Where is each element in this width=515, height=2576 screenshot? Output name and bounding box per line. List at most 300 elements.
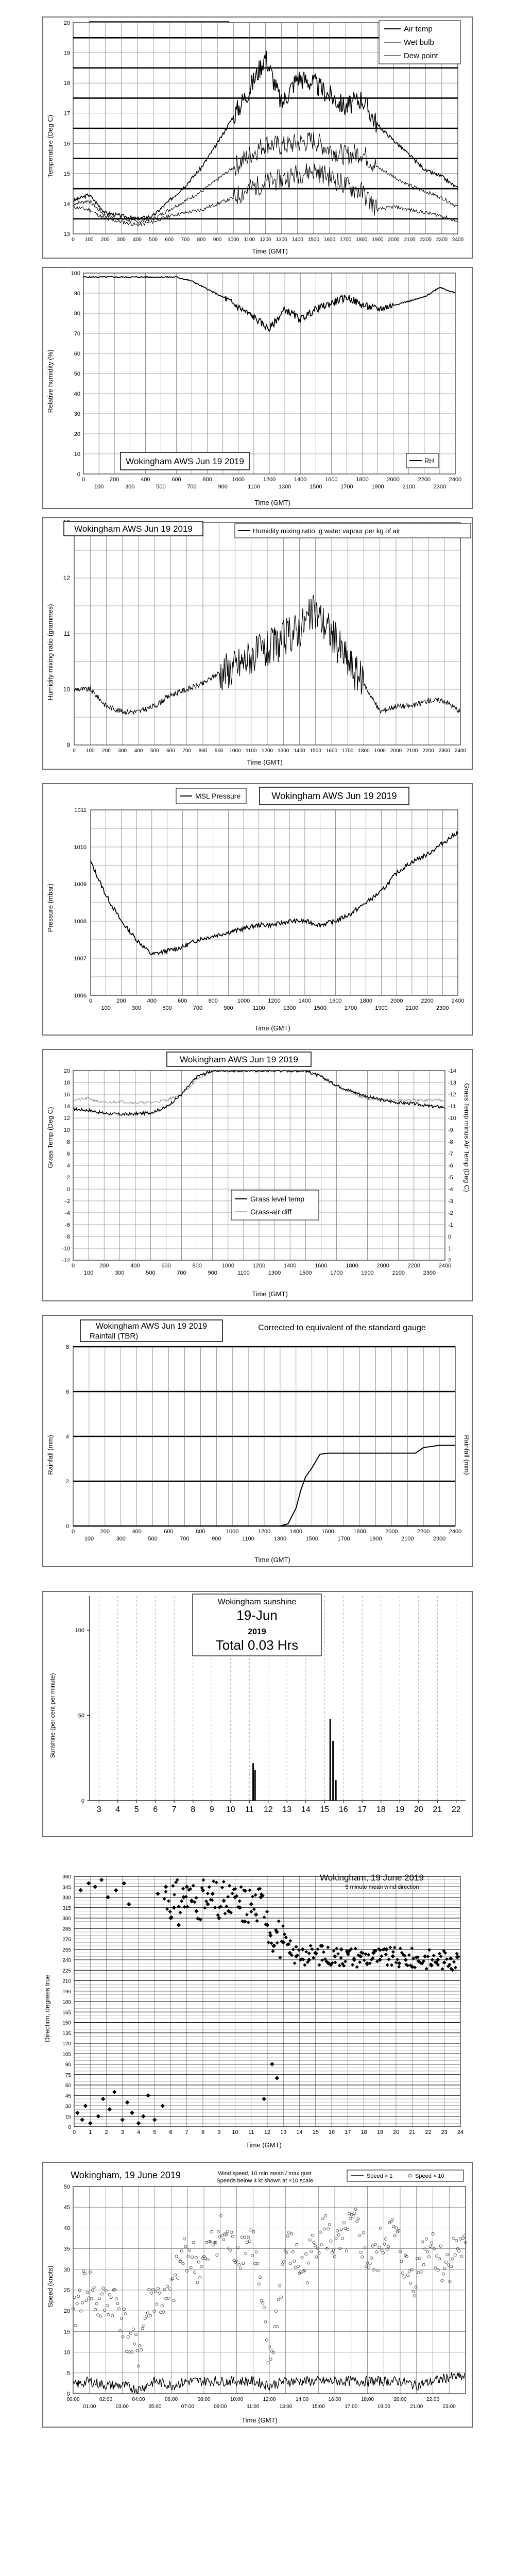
y-tick-label-right: -10	[448, 1115, 456, 1122]
x-tick-label: 05:00	[148, 2404, 162, 2410]
x-tick-label: 8	[201, 2129, 205, 2136]
y-tick-label: 0	[81, 1798, 84, 1804]
y-tick-label: 12	[63, 1115, 70, 1122]
x-tick-label: 2100	[406, 748, 418, 754]
x-tick-label: 1900	[374, 748, 386, 754]
x-tick-label: 1600	[325, 748, 338, 754]
temperature-chart	[43, 18, 472, 258]
y-tick-label: 40	[63, 2225, 70, 2232]
y-tick-label: 50	[74, 371, 80, 377]
x-tick-label: 20	[414, 1805, 423, 1814]
y-tick-label: -6	[65, 1222, 70, 1228]
x-tick-label: 300	[131, 1005, 142, 1011]
legend-wet-bulb: Wet bulb	[404, 38, 434, 47]
x-tick-label: 800	[202, 477, 212, 483]
pressure-chart	[43, 784, 472, 1035]
y-tick-label: 50	[78, 1713, 84, 1719]
x-tick-label: 11	[248, 2129, 254, 2136]
x-tick-label: 1000	[237, 998, 250, 1004]
x-tick-label: 1400	[291, 237, 303, 243]
y-tick-label: -2	[65, 1198, 70, 1205]
chart-title: Wokingham, 19 June 2019	[71, 2170, 181, 2180]
x-tick-label: 1200	[263, 477, 276, 483]
x-tick-label: 1400	[298, 998, 312, 1004]
x-tick-label: 2400	[449, 477, 462, 483]
x-tick-label: 10:00	[230, 2397, 244, 2402]
x-tick-label: 700	[193, 1005, 203, 1011]
y-tick-label: 5	[66, 2370, 70, 2377]
y-tick-label-right: -5	[448, 1175, 453, 1181]
y-axis-label: Grass Temp (Deg C)	[46, 1107, 54, 1168]
x-axis-label: Time (GMT)	[242, 2416, 278, 2424]
x-tick-label: 13	[282, 1805, 292, 1814]
y-tick-label: 20	[74, 431, 80, 437]
x-tick-label: 1700	[340, 484, 353, 490]
y-axis-label: Temperature (Deg C)	[46, 114, 54, 178]
chart-title: Wokingham AWS Jun 19 2019	[271, 791, 397, 801]
x-tick-label: 800	[196, 1529, 205, 1535]
x-tick-label: 5	[134, 1805, 139, 1814]
y-tick-label: 19	[63, 50, 70, 57]
x-tick-label: 2400	[438, 1263, 452, 1269]
x-tick-label: 2300	[433, 484, 447, 490]
x-tick-label: 1900	[361, 1270, 374, 1276]
y-tick-label: -10	[62, 1246, 70, 1252]
x-tick-label: 800	[208, 998, 218, 1004]
y-tick-label-right: -1	[448, 1222, 453, 1228]
x-tick-label: 2000	[376, 1263, 389, 1269]
y-tick-label: 255	[62, 1947, 71, 1953]
y-tick-label-right: 2	[448, 1258, 452, 1264]
x-tick-label: 15	[312, 2129, 319, 2136]
x-tick-label: 1700	[337, 1536, 350, 1542]
x-tick-label: 1200	[261, 748, 273, 754]
x-tick-label: 1600	[315, 1263, 328, 1269]
x-tick-label: 900	[224, 1005, 233, 1011]
x-tick-label: 22:00	[426, 2397, 440, 2402]
y-tick-label: 1010	[74, 844, 87, 851]
x-tick-label: 1200	[260, 237, 271, 243]
x-axis-label: Time (GMT)	[254, 1556, 290, 1564]
y-tick-label: 0	[66, 1187, 70, 1193]
x-tick-label: 500	[162, 1005, 172, 1011]
y-tick-label: 1009	[74, 882, 87, 888]
x-tick-label: 1500	[314, 1005, 327, 1011]
y-tick-label: 0	[66, 2391, 70, 2397]
x-tick-label: 2200	[420, 237, 432, 243]
x-tick-label: 2100	[404, 237, 416, 243]
y-tick-label-right: -3	[448, 1198, 453, 1205]
x-tick-label: 12:00	[263, 2397, 276, 2402]
x-tick-label: 1800	[356, 237, 368, 243]
legend-dew-point: Dew point	[404, 52, 438, 60]
x-tick-label: 2200	[417, 1529, 430, 1535]
x-tick-label: 2000	[390, 748, 402, 754]
chart-subtitle: 5 minute mean wind direction	[345, 1884, 419, 1890]
x-tick-label: 15:00	[312, 2404, 325, 2410]
x-tick-label: 1900	[369, 1536, 382, 1542]
x-tick-label: 200	[100, 237, 110, 243]
x-tick-label: 300	[116, 1536, 126, 1542]
x-tick-label: 900	[214, 748, 224, 754]
x-tick-label: 6	[169, 2129, 173, 2136]
x-tick-label: 1700	[330, 1270, 343, 1276]
x-tick-label: 6	[153, 1805, 158, 1814]
y-tick-label: 40	[74, 391, 80, 397]
x-tick-label: 17	[345, 2129, 351, 2136]
y-tick-label: 2	[66, 1175, 70, 1181]
x-tick-label: 400	[134, 748, 143, 754]
x-tick-label: 1000	[232, 477, 245, 483]
x-tick-label: 1600	[323, 237, 336, 243]
x-tick-label: 22	[451, 1805, 461, 1814]
sunshine-bar	[254, 1770, 256, 1801]
y-tick-label: 10	[63, 2349, 70, 2356]
sunshine-chart-panel	[42, 1591, 473, 1837]
y-tick-label-right: 1	[448, 1246, 452, 1252]
x-tick-label: 700	[177, 1270, 186, 1276]
mixing-ratio-chart	[43, 518, 472, 769]
rainfall-chart	[43, 1316, 472, 1566]
x-tick-label: 03:00	[115, 2404, 129, 2410]
y-tick-label: 18	[63, 1080, 70, 1086]
wind-direction-chart-panel	[42, 1869, 473, 2153]
x-tick-label: 0	[89, 998, 93, 1004]
x-tick-label: 300	[117, 237, 126, 243]
legend-msl: MSL Pressure	[195, 792, 241, 800]
x-tick-label: 2400	[449, 1529, 462, 1535]
x-tick-label: 800	[192, 1263, 202, 1269]
y-tick-label: 285	[62, 1926, 71, 1933]
y-tick-label: 14	[63, 201, 70, 208]
x-tick-label: 15	[320, 1805, 330, 1814]
y-tick-label: 13	[63, 231, 70, 238]
y-tick-label-right: -7	[448, 1151, 453, 1157]
x-tick-label: 10	[232, 2129, 238, 2136]
y-tick-label: 225	[62, 1968, 71, 1974]
x-tick-label: 2000	[387, 477, 400, 483]
y-axis-label: Humidity mixing ratio (grammes)	[46, 604, 54, 701]
legend-grass: Grass level temp	[250, 1195, 305, 1203]
x-tick-label: 4	[115, 1805, 121, 1814]
legend-box	[347, 2170, 464, 2181]
x-tick-label: 16	[328, 2129, 335, 2136]
x-tick-label: 0	[72, 237, 75, 243]
x-tick-label: 13:00	[279, 2404, 293, 2410]
x-tick-label: 100	[84, 237, 94, 243]
x-tick-label: 600	[166, 748, 175, 754]
x-tick-label: 100	[85, 748, 95, 754]
x-tick-label: 19:00	[377, 2404, 390, 2410]
x-tick-label: 23	[441, 2129, 448, 2136]
x-tick-label: 1400	[289, 1529, 303, 1535]
x-tick-label: 400	[141, 477, 150, 483]
x-axis-label: Time (GMT)	[254, 1024, 290, 1032]
x-tick-label: 9	[209, 1805, 214, 1814]
x-tick-label: 1500	[307, 237, 319, 243]
x-tick-label: 2300	[423, 1270, 436, 1276]
y-tick-label: 270	[62, 1937, 71, 1943]
y-tick-label: 0	[77, 471, 80, 478]
x-tick-label: 18:00	[360, 2397, 374, 2402]
x-axis-label: Time (GMT)	[246, 2141, 282, 2149]
x-tick-label: 07:00	[181, 2404, 194, 2410]
x-axis-label: Time (GMT)	[252, 1290, 288, 1298]
x-tick-label: 22	[425, 2129, 432, 2136]
humidity-chart-panel	[42, 267, 473, 509]
y-tick-label: 195	[62, 1989, 71, 1995]
x-tick-label: 700	[180, 1536, 190, 1542]
x-tick-label: 500	[146, 1270, 156, 1276]
y-axis-label: Speed (knots)	[46, 2265, 54, 2308]
mixing-ratio-chart-panel	[42, 517, 473, 770]
x-tick-label: 1000	[221, 1263, 235, 1269]
x-tick-label: 1100	[248, 484, 260, 490]
y-tick-label: 165	[62, 2010, 71, 2016]
x-tick-label: 17	[357, 1805, 367, 1814]
y-tick-label-right: -2	[448, 1210, 453, 1216]
y-tick-label: 180	[62, 1999, 71, 2005]
x-tick-label: 1700	[344, 1005, 357, 1011]
x-tick-label: 3	[96, 1805, 101, 1814]
x-tick-label: 800	[197, 237, 206, 243]
y-tick-label: 345	[62, 1885, 71, 1891]
x-tick-label: 1300	[268, 1270, 281, 1276]
y-axis-label-right: Rainfall (mm)	[463, 1435, 471, 1475]
x-tick-label: 2200	[421, 998, 434, 1004]
x-tick-label: 2400	[454, 748, 467, 754]
chart-title: Wokingham AWS Jun 19 2019	[95, 1322, 208, 1331]
y-tick-label: 360	[62, 1874, 71, 1880]
y-tick-label: 135	[62, 2030, 71, 2037]
x-tick-label: 1800	[358, 748, 370, 754]
x-tick-label: 1700	[340, 237, 352, 243]
legend-rh: RH	[424, 457, 434, 465]
y-tick-label: 15	[63, 2329, 70, 2335]
y-tick-label: 35	[63, 2246, 70, 2252]
x-tick-label: 09:00	[214, 2404, 227, 2410]
x-tick-label: 02:00	[99, 2397, 113, 2402]
x-tick-label: 08:00	[197, 2397, 211, 2402]
chart-subtitle: Rainfall (TBR)	[90, 1332, 139, 1341]
y-tick-label: 105	[62, 2052, 71, 2058]
x-tick-label: 100	[84, 1536, 94, 1542]
y-tick-label: 150	[62, 2020, 71, 2026]
x-tick-label: 10	[226, 1805, 235, 1814]
chart-subtitle: Wind speed, 10 min mean / max gust	[218, 2171, 312, 2177]
y-tick-label: 240	[62, 1958, 71, 1963]
x-tick-label: 1300	[273, 1536, 287, 1542]
x-tick-label: 1400	[294, 748, 305, 754]
sunshine-bar	[332, 1741, 334, 1801]
x-tick-label: 2300	[433, 1536, 446, 1542]
y-tick-label: 20	[63, 2308, 70, 2315]
y-tick-label: 315	[62, 1905, 71, 1911]
x-tick-label: 2	[105, 2129, 108, 2136]
x-tick-label: 1500	[310, 484, 322, 490]
y-axis-label: Rainfall (mm)	[46, 1435, 54, 1475]
x-tick-label: 13	[280, 2129, 287, 2136]
total-label: Total 0.03 Hrs	[215, 1637, 299, 1653]
sunshine-bar	[330, 1719, 331, 1801]
y-tick-label: 8	[65, 1344, 69, 1350]
y-tick-label-right: 0	[448, 1234, 452, 1240]
x-tick-label: 21	[409, 2129, 416, 2136]
y-tick-label: 1011	[74, 807, 87, 814]
x-tick-label: 12	[263, 1805, 273, 1814]
y-tick-label-right: -9	[448, 1127, 453, 1133]
wind-direction-chart	[42, 1869, 473, 2153]
x-tick-label: 1300	[276, 237, 287, 243]
x-tick-label: 500	[156, 484, 166, 490]
x-tick-label: 1100	[244, 237, 255, 243]
y-tick-label: 60	[74, 351, 80, 357]
y-tick-label: -8	[65, 1234, 70, 1240]
x-axis-label: Time (GMT)	[252, 247, 288, 255]
y-tick-label: 15	[65, 2114, 71, 2120]
x-tick-label: 18	[376, 1805, 386, 1814]
x-tick-label: 04:00	[132, 2397, 145, 2402]
x-tick-label: 14	[301, 1805, 311, 1814]
y-tick-label: 90	[65, 2062, 71, 2068]
x-tick-label: 100	[94, 484, 104, 490]
y-tick-label: 10	[63, 686, 70, 693]
y-tick-label: 45	[65, 2093, 71, 2099]
legend-diff: Grass-air diff	[250, 1208, 291, 1216]
x-tick-label: 16:00	[328, 2397, 341, 2402]
y-tick-label: 6	[65, 1389, 69, 1395]
x-tick-label: 900	[212, 1536, 221, 1542]
chart-title: Wokingham sunshine	[217, 1598, 297, 1606]
x-tick-label: 9	[217, 2129, 221, 2136]
x-tick-label: 2300	[436, 1005, 449, 1011]
x-tick-label: 1200	[252, 1263, 266, 1269]
x-tick-label: 14:00	[295, 2397, 309, 2402]
x-tick-label: 1600	[325, 477, 338, 483]
x-tick-label: 23:00	[442, 2404, 456, 2410]
sunshine-bar	[252, 1763, 254, 1801]
x-tick-label: 3	[121, 2129, 124, 2136]
chart-subtitle-2: Speeds below 4 kt shown at ×10 scale	[216, 2178, 313, 2184]
y-axis-label: Sunshine (per cent per minute)	[49, 1673, 56, 1758]
x-tick-label: 500	[150, 748, 159, 754]
y-tick-label-right: -12	[448, 1092, 456, 1098]
x-tick-label: 2000	[390, 998, 403, 1004]
x-tick-label: 20	[392, 2129, 400, 2136]
x-tick-label: 21	[433, 1805, 442, 1814]
date-label: 19-Jun	[236, 1607, 278, 1623]
x-tick-label: 200	[100, 1529, 110, 1535]
x-tick-label: 0	[71, 1529, 75, 1535]
x-tick-label: 2300	[436, 237, 448, 243]
x-tick-label: 0	[72, 2129, 76, 2136]
x-tick-label: 900	[213, 237, 222, 243]
x-tick-label: 06:00	[164, 2397, 178, 2402]
x-tick-label: 4	[136, 2129, 141, 2136]
x-tick-label: 900	[218, 484, 228, 490]
x-tick-label: 01:00	[83, 2404, 96, 2410]
x-tick-label: 500	[149, 237, 158, 243]
y-tick-label: 8	[66, 1139, 70, 1145]
y-tick-label: 10	[63, 1127, 70, 1133]
y-tick-label: 100	[75, 1628, 84, 1634]
x-tick-label: 1100	[237, 1270, 250, 1276]
x-tick-label: 2300	[438, 748, 450, 754]
y-tick-label: 1007	[74, 956, 87, 962]
y-tick-label: 1006	[74, 993, 87, 999]
x-tick-label: 600	[164, 1529, 174, 1535]
y-tick-label: 100	[71, 270, 80, 277]
x-tick-label: 1200	[258, 1529, 271, 1535]
x-tick-label: 1900	[371, 484, 384, 490]
y-tick-label: 70	[74, 331, 80, 337]
x-tick-label: 1400	[294, 477, 307, 483]
x-tick-label: 100	[83, 1270, 94, 1276]
x-tick-label: 1400	[283, 1263, 297, 1269]
x-tick-label: 200	[116, 998, 126, 1004]
x-tick-label: 2100	[401, 1536, 414, 1542]
y-tick-label: 210	[62, 1978, 71, 1985]
y-tick-label: -12	[62, 1258, 70, 1264]
y-tick-label-right: -13	[448, 1080, 456, 1086]
y-tick-label: -4	[65, 1210, 70, 1216]
x-tick-label: 300	[115, 1270, 125, 1276]
grass-temp-chart	[43, 1050, 472, 1300]
x-tick-label: 500	[148, 1536, 158, 1542]
legend-mixing: Humidity mixing ratio, g water vapour per kg of air	[253, 527, 401, 535]
y-tick-label: 60	[65, 2083, 71, 2089]
grass-temp-chart-panel	[42, 1049, 473, 1301]
x-tick-label: 19	[395, 1805, 405, 1814]
x-tick-label: 600	[165, 237, 174, 243]
y-tick-label: 80	[74, 311, 80, 317]
x-axis-label: Time (GMT)	[247, 758, 283, 766]
y-tick-label: 20	[63, 20, 70, 26]
x-tick-label: 700	[187, 484, 197, 490]
sunshine-bar	[335, 1780, 337, 1801]
x-tick-label: 1900	[372, 237, 384, 243]
x-tick-label: 1600	[329, 998, 342, 1004]
y-tick-label: 30	[63, 2266, 70, 2273]
x-tick-label: 1300	[283, 1005, 296, 1011]
x-tick-label: 100	[101, 1005, 111, 1011]
x-tick-label: 1500	[299, 1270, 312, 1276]
y-tick-label-right: -8	[448, 1139, 453, 1145]
x-tick-label: 200	[109, 477, 119, 483]
x-tick-label: 2100	[392, 1270, 405, 1276]
x-tick-label: 2400	[451, 998, 465, 1004]
x-tick-label: 1100	[252, 1005, 265, 1011]
x-tick-label: 1300	[278, 484, 291, 490]
x-tick-label: 7	[185, 2129, 188, 2136]
x-tick-label: 400	[147, 998, 157, 1004]
rainfall-chart-panel	[42, 1315, 473, 1567]
x-tick-label: 600	[178, 998, 187, 1004]
x-tick-label: 300	[118, 748, 127, 754]
x-tick-label: 1800	[346, 1263, 358, 1269]
y-tick-label-right: -4	[448, 1187, 453, 1193]
x-tick-label: 2200	[407, 1263, 421, 1269]
x-tick-label: 1700	[342, 748, 354, 754]
y-tick-label: 0	[65, 1523, 69, 1530]
x-tick-label: 5	[153, 2129, 157, 2136]
x-tick-label: 16	[338, 1805, 348, 1814]
x-tick-label: 20:00	[393, 2397, 407, 2402]
x-tick-label: 1000	[229, 748, 241, 754]
y-tick-label: 16	[63, 1092, 70, 1098]
x-tick-label: 18	[360, 2129, 367, 2136]
x-tick-label: 600	[171, 477, 181, 483]
